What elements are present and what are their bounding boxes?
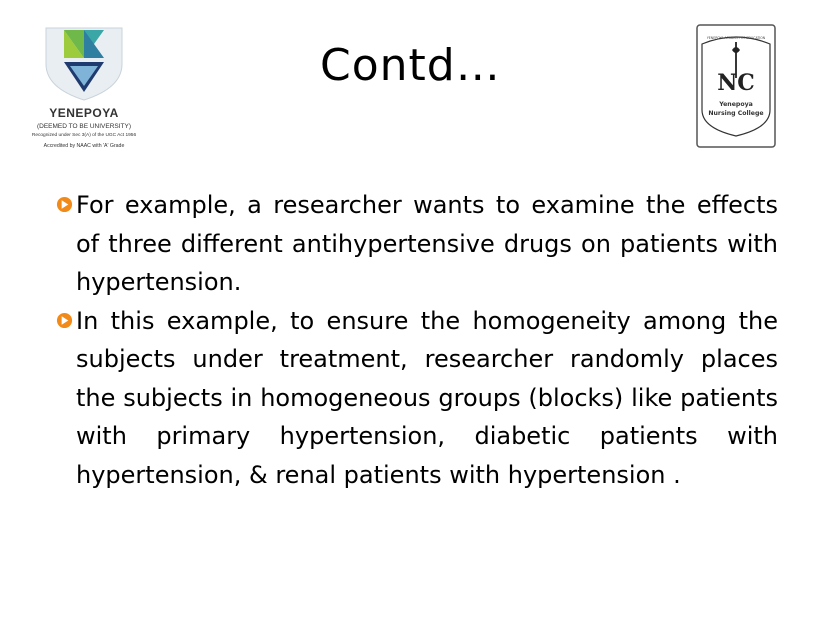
- bullet-list: [56, 186, 778, 494]
- college-name-line-1: Yenepoya: [719, 101, 753, 108]
- yenepoya-university-logo: [24, 22, 144, 157]
- monogram-text: NC: [717, 70, 755, 96]
- bullet-marker-icon: [56, 196, 73, 213]
- bullet-item: [56, 186, 778, 302]
- nursing-college-crest-icon: [696, 24, 776, 148]
- bullet-text: In this example, to ensure the homogeneity among the subjects under treatment, researcher randomly places the subjects in homogeneous groups (blocks) like patients with primary hypertension, diabetic patients with hypertension, & renal patients with hypertension .: [76, 306, 778, 489]
- nursing-college-logo: [696, 24, 776, 148]
- shield-emblem-icon: [24, 22, 144, 102]
- seal-text: YENEPOYA ACADEMY OF EDUCATION: [706, 36, 766, 40]
- bullet-text: For example, a researcher wants to examine the effects of three different antihypertensive drugs on patients with hypertension.: [76, 191, 778, 296]
- bullet-marker-icon: [56, 312, 73, 329]
- logo-subtitle-1: (DEEMED TO BE UNIVERSITY): [36, 123, 132, 130]
- slide-title: Contd…: [320, 40, 501, 91]
- college-name-line-2: Nursing College: [708, 110, 764, 117]
- logo-subtitle-3: Accredited by NAAC with 'A' Grade: [43, 143, 125, 149]
- logo-name: YENEPOYA: [49, 106, 119, 120]
- bullet-item: [56, 302, 778, 495]
- logo-subtitle-2: Recognized under Sec 3(A) of the UGC Act 1956: [31, 133, 137, 138]
